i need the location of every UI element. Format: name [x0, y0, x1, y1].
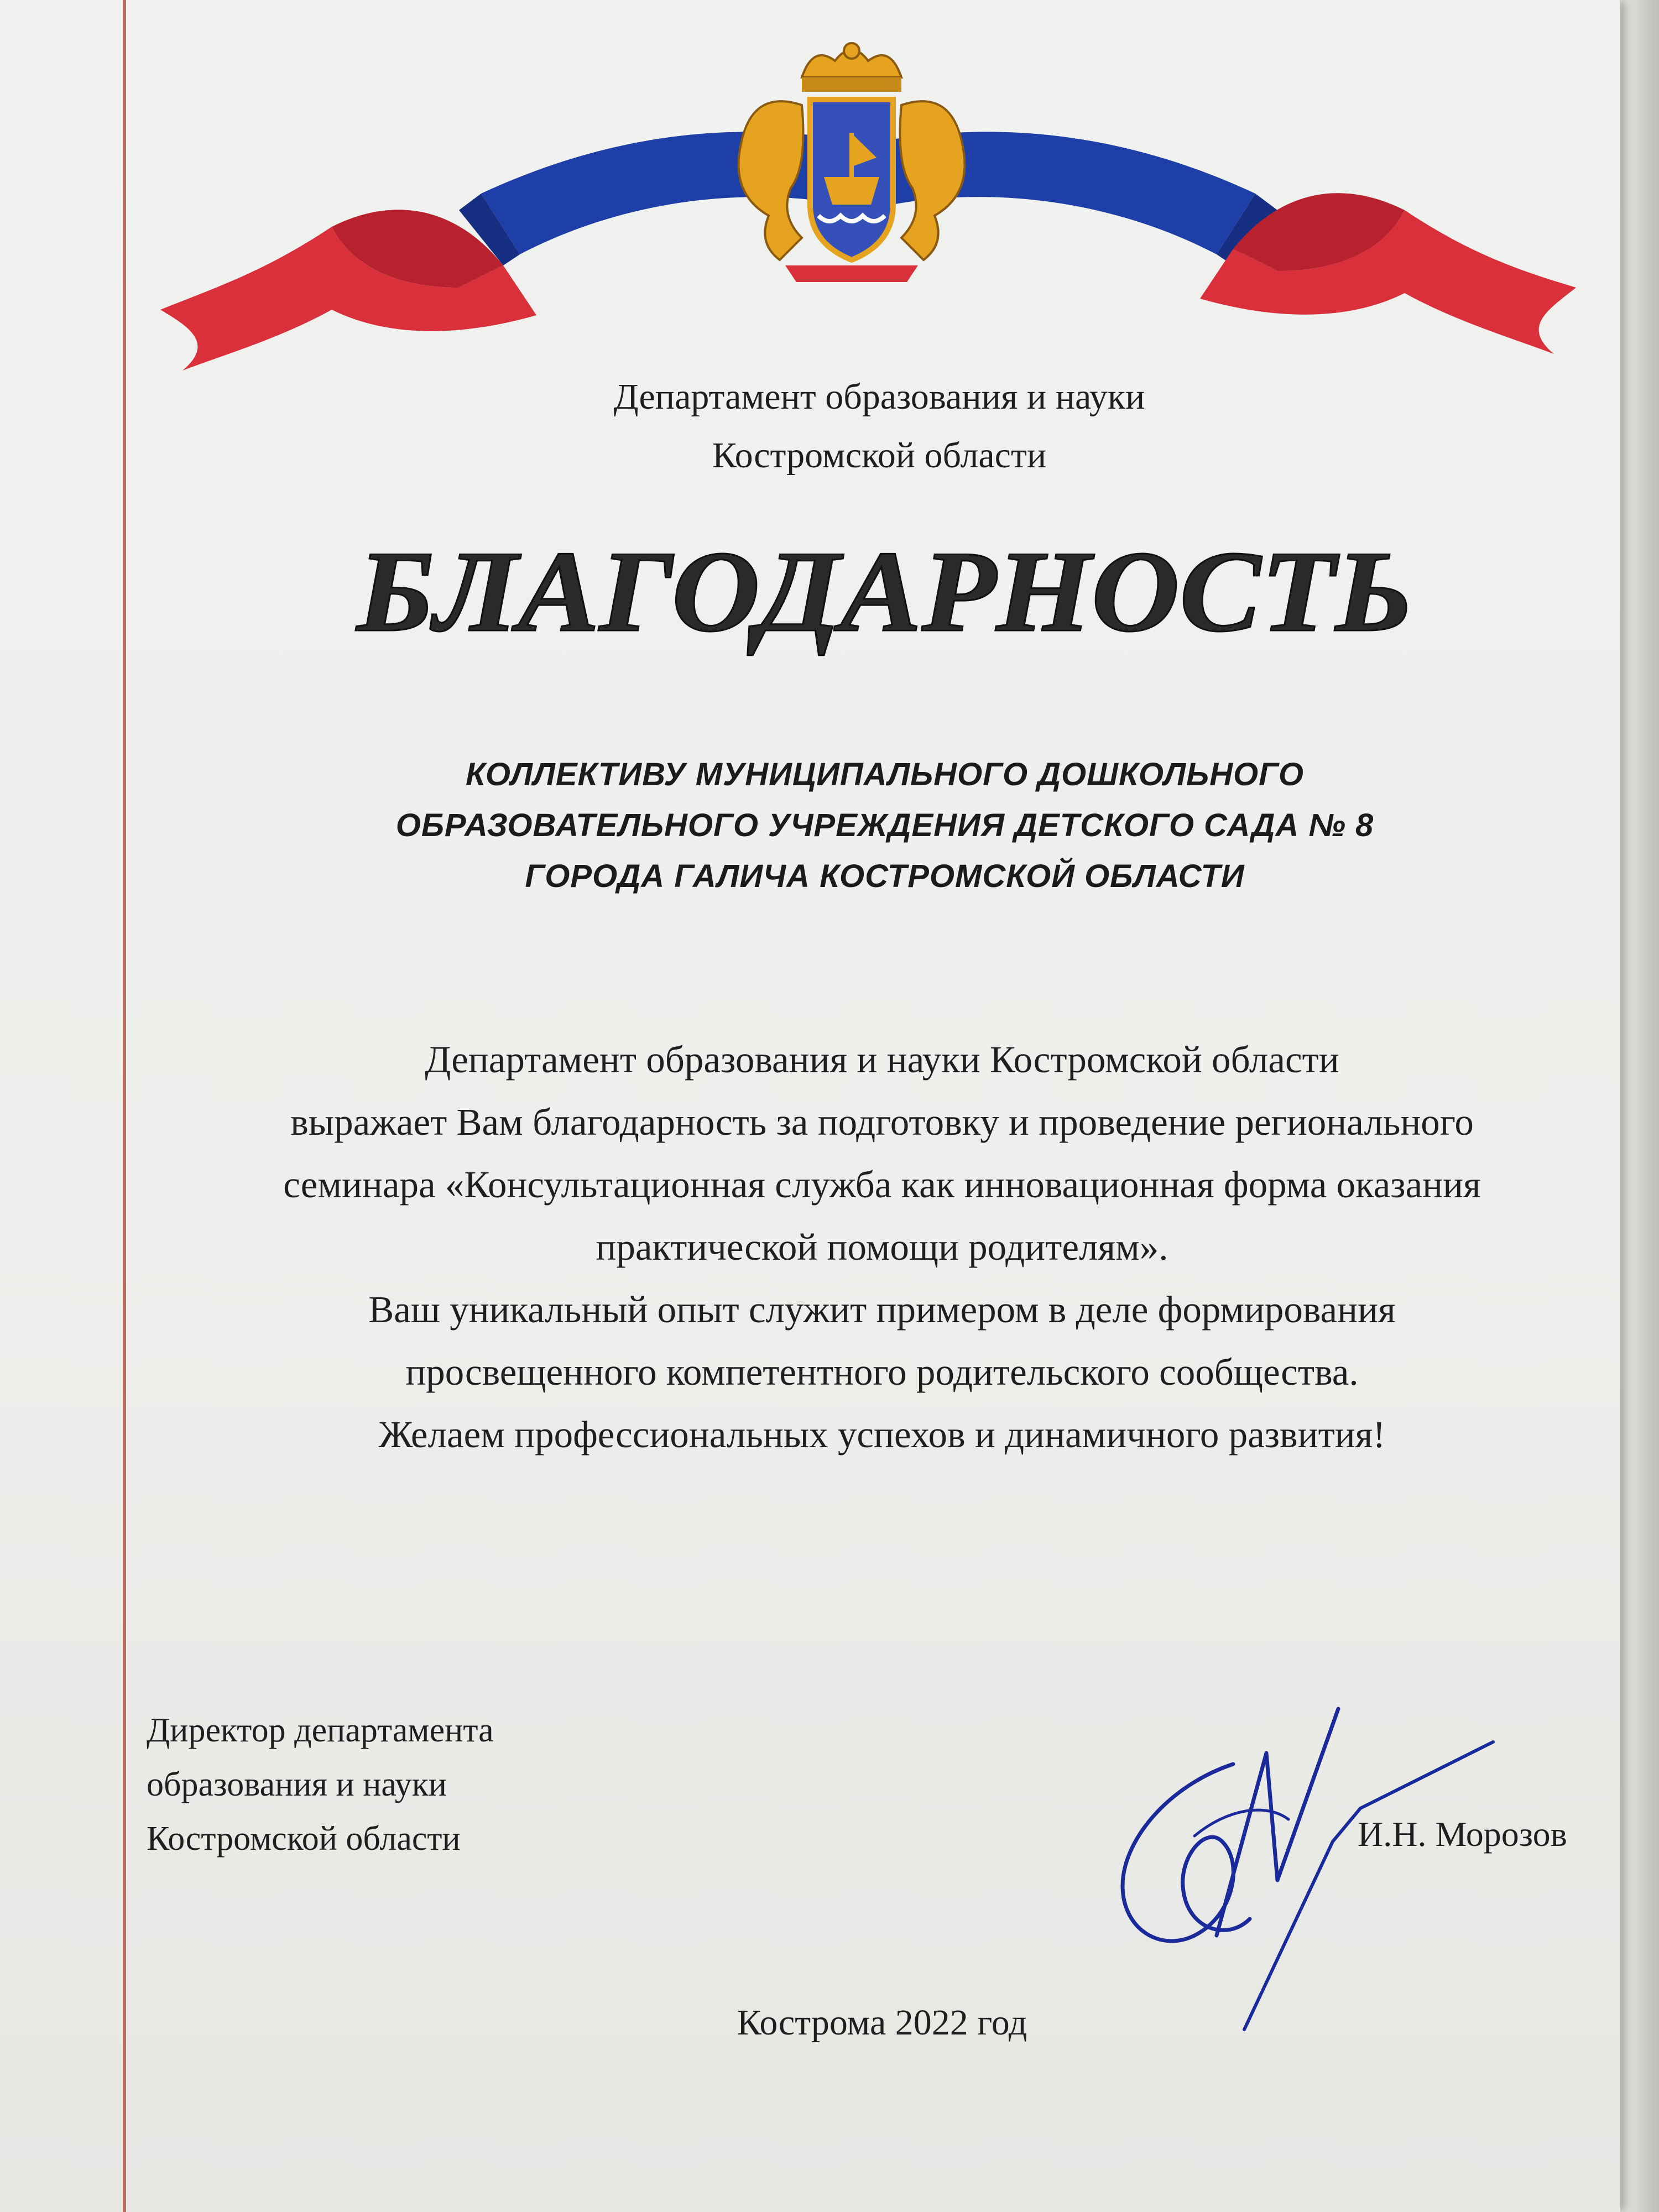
department-header-line: Костромской области — [712, 435, 1047, 476]
body-line: Ваш уникальный опыт служит примером в деле формирования — [368, 1288, 1396, 1331]
body-line: Департамент образования и науки Костромской области — [425, 1039, 1339, 1081]
place-and-year: Кострома 2022 год — [737, 2002, 1027, 2043]
position-line: образования и науки — [147, 1766, 447, 1803]
gratitude-text — [0, 1029, 1659, 1466]
department-header-line: Департамент образования и науки — [613, 377, 1145, 417]
signer-name: И.Н. Морозов — [1358, 1814, 1567, 1854]
position-line: Директор департамента — [147, 1712, 494, 1749]
signatory-position — [147, 1703, 494, 1866]
recipient — [0, 749, 1659, 902]
body-line: семинара «Консультационная служба как инновационная форма оказания — [283, 1164, 1481, 1206]
handwritten-signature — [1100, 1698, 1499, 2041]
crest-ribbon-banner — [149, 28, 1587, 387]
body-line: Желаем профессиональных успехов и динамичного развития! — [378, 1413, 1386, 1455]
recipient-line: КОЛЛЕКТИВУ МУНИЦИПАЛЬНОГО ДОШКОЛЬНОГО — [465, 757, 1305, 792]
department-header — [0, 368, 1659, 485]
crest-galley — [824, 177, 879, 205]
body-line: практической помощи родителям». — [596, 1226, 1168, 1268]
position-line: Костромской области — [147, 1820, 461, 1858]
certificate-title — [332, 531, 1438, 669]
body-line: просвещенного компетентного родительского сообщества. — [405, 1351, 1359, 1393]
recipient-line: ОБРАЗОВАТЕЛЬНОГО УЧРЕЖДЕНИЯ ДЕТСКОГО САДА № 8 — [395, 807, 1374, 843]
kostroma-coat-of-arms — [739, 43, 965, 282]
body-line: выражает Вам благодарность за подготовку и проведение регионального — [290, 1101, 1474, 1143]
crest-left-supporter — [739, 101, 804, 260]
crest-right-supporter — [900, 101, 965, 260]
title-text: БЛАГОДАРНОСТЬ — [355, 531, 1413, 656]
recipient-line: ГОРОДА ГАЛИЧА КОСТРОМСКОЙ ОБЛАСТИ — [525, 858, 1245, 894]
